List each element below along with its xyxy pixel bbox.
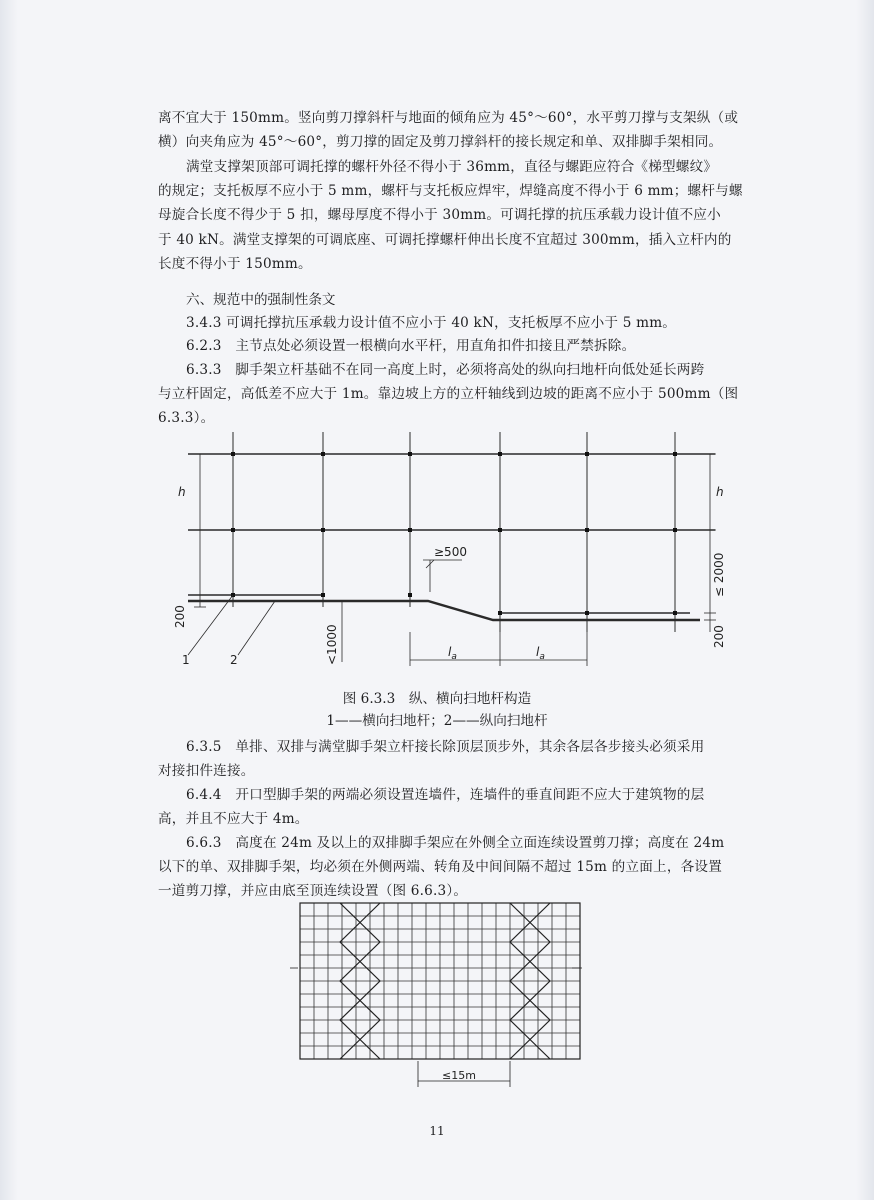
dim-label-200-right: 200 bbox=[712, 625, 726, 648]
figure-legend: 1——横向扫地杆；2——纵向扫地杆 bbox=[326, 713, 548, 729]
dim-label-le15m: ≤15m bbox=[442, 1069, 476, 1082]
dim-label-h-left: h bbox=[178, 485, 186, 499]
figure-caption: 图 6.3.3 纵、横向扫地杆构造 bbox=[342, 691, 532, 707]
text-line: 的规定；支托板厚不应小于 5 mm，螺杆与支托板应焊牢，焊缝高度不得小于 6 mm；螺杆与螺 bbox=[158, 183, 743, 200]
dim-label-le2000: ≤ 2000 bbox=[712, 552, 726, 597]
paragraph-bracing-angle bbox=[158, 106, 756, 154]
text-line: 长度不得小于 150mm。 bbox=[158, 255, 312, 272]
text-line: 对接扣件连接。 bbox=[158, 763, 255, 780]
text-line: 与立杆固定，高低差不应大于 1m。靠边坡上方的立杆轴线到边坡的距离不应小于 500mm（图 bbox=[158, 386, 739, 403]
paragraph-adjustable-support bbox=[158, 155, 756, 276]
dim-label-h-right: h bbox=[716, 485, 724, 499]
text-line: 母旋合长度不得少于 5 扣，螺母厚度不得小于 30mm。可调托撑的抗压承载力设计值不应小 bbox=[158, 207, 721, 224]
longitudinal-sweep-rod bbox=[188, 601, 700, 620]
dim-label-lt1000: <1000 bbox=[325, 624, 339, 665]
text-line: 于 40 kN。满堂支撑架的可调底座、可调托撑螺杆伸出长度不宜超过 300mm，插入立杆内的 bbox=[158, 231, 732, 248]
dim-label-ge500: ≥500 bbox=[434, 545, 467, 559]
clause-6-3-3 bbox=[158, 358, 756, 431]
clause-3-4-3 bbox=[158, 311, 756, 335]
section-heading: 六、规范中的强制性条文 bbox=[186, 292, 336, 308]
callout-1: 1 bbox=[182, 653, 190, 667]
dim-label-la-2: $l_a$ bbox=[536, 645, 545, 662]
text-line: 6.3.5 单排、双排与满堂脚手架立杆接长除顶层顶步外，其余各层各步接头必须采用 bbox=[186, 739, 705, 755]
figure-6-3-3-sweep-rods bbox=[160, 432, 740, 667]
text-line: 一道剪刀撑，并应由底至顶连续设置（图 6.6.3）。 bbox=[158, 883, 468, 900]
page-number: 11 bbox=[429, 1124, 445, 1138]
dim-label-la-1: $l_a$ bbox=[448, 645, 457, 662]
text-line: 离不宜大于 150mm。竖向剪刀撑斜杆与地面的倾角应为 45°～60°，水平剪刀撑与支架纵（或 bbox=[158, 110, 739, 126]
text-line: 6.6.3 高度在 24m 及以上的双排脚手架应在外侧全立面连续设置剪刀撑；高度在 24m bbox=[186, 835, 725, 851]
text-line: 以下的单、双排脚手架，均必须在外侧两端、转角及中间间隔不超过 15m 的立面上，各设置 bbox=[158, 859, 722, 876]
text-line: 6.3.3）。 bbox=[158, 410, 215, 427]
text-line: 6.4.4 开口型脚手架的两端必须设置连墙件，连墙件的垂直间距不应大于建筑物的层 bbox=[186, 787, 705, 803]
clause-6-6-3 bbox=[158, 831, 756, 904]
text-line: 满堂支撑架顶部可调托撑的螺杆外径不得小于 36mm，直径与螺距应符合《梯型螺纹》 bbox=[186, 159, 718, 175]
dim-label-200-left: 200 bbox=[173, 605, 187, 628]
clause-6-3-5 bbox=[158, 735, 756, 783]
figure-6-6-3-cross-bracing bbox=[280, 895, 595, 1095]
text-line: 3.4.3 可调托撑抗压承载力设计值不应小于 40 kN，支托板厚不应小于 5 mm。 bbox=[186, 315, 677, 331]
text-line: 6.3.3 脚手架立杆基础不在同一高度上时，必须将高处的纵向扫地杆向低处延长两跨 bbox=[186, 362, 705, 378]
text-line: 横）向夹角应为 45°～60°，剪刀撑的固定及剪刀撑斜杆的接长规定和单、双排脚手架相同。 bbox=[158, 134, 723, 151]
clause-6-4-4 bbox=[158, 783, 756, 831]
clause-6-2-3 bbox=[158, 334, 756, 358]
callout-2: 2 bbox=[230, 653, 238, 667]
text-line: 6.2.3 主节点处必须设置一根横向水平杆，用直角扣件扣接且严禁拆除。 bbox=[186, 338, 636, 354]
text-line: 高，并且不应大于 4m。 bbox=[158, 811, 309, 828]
